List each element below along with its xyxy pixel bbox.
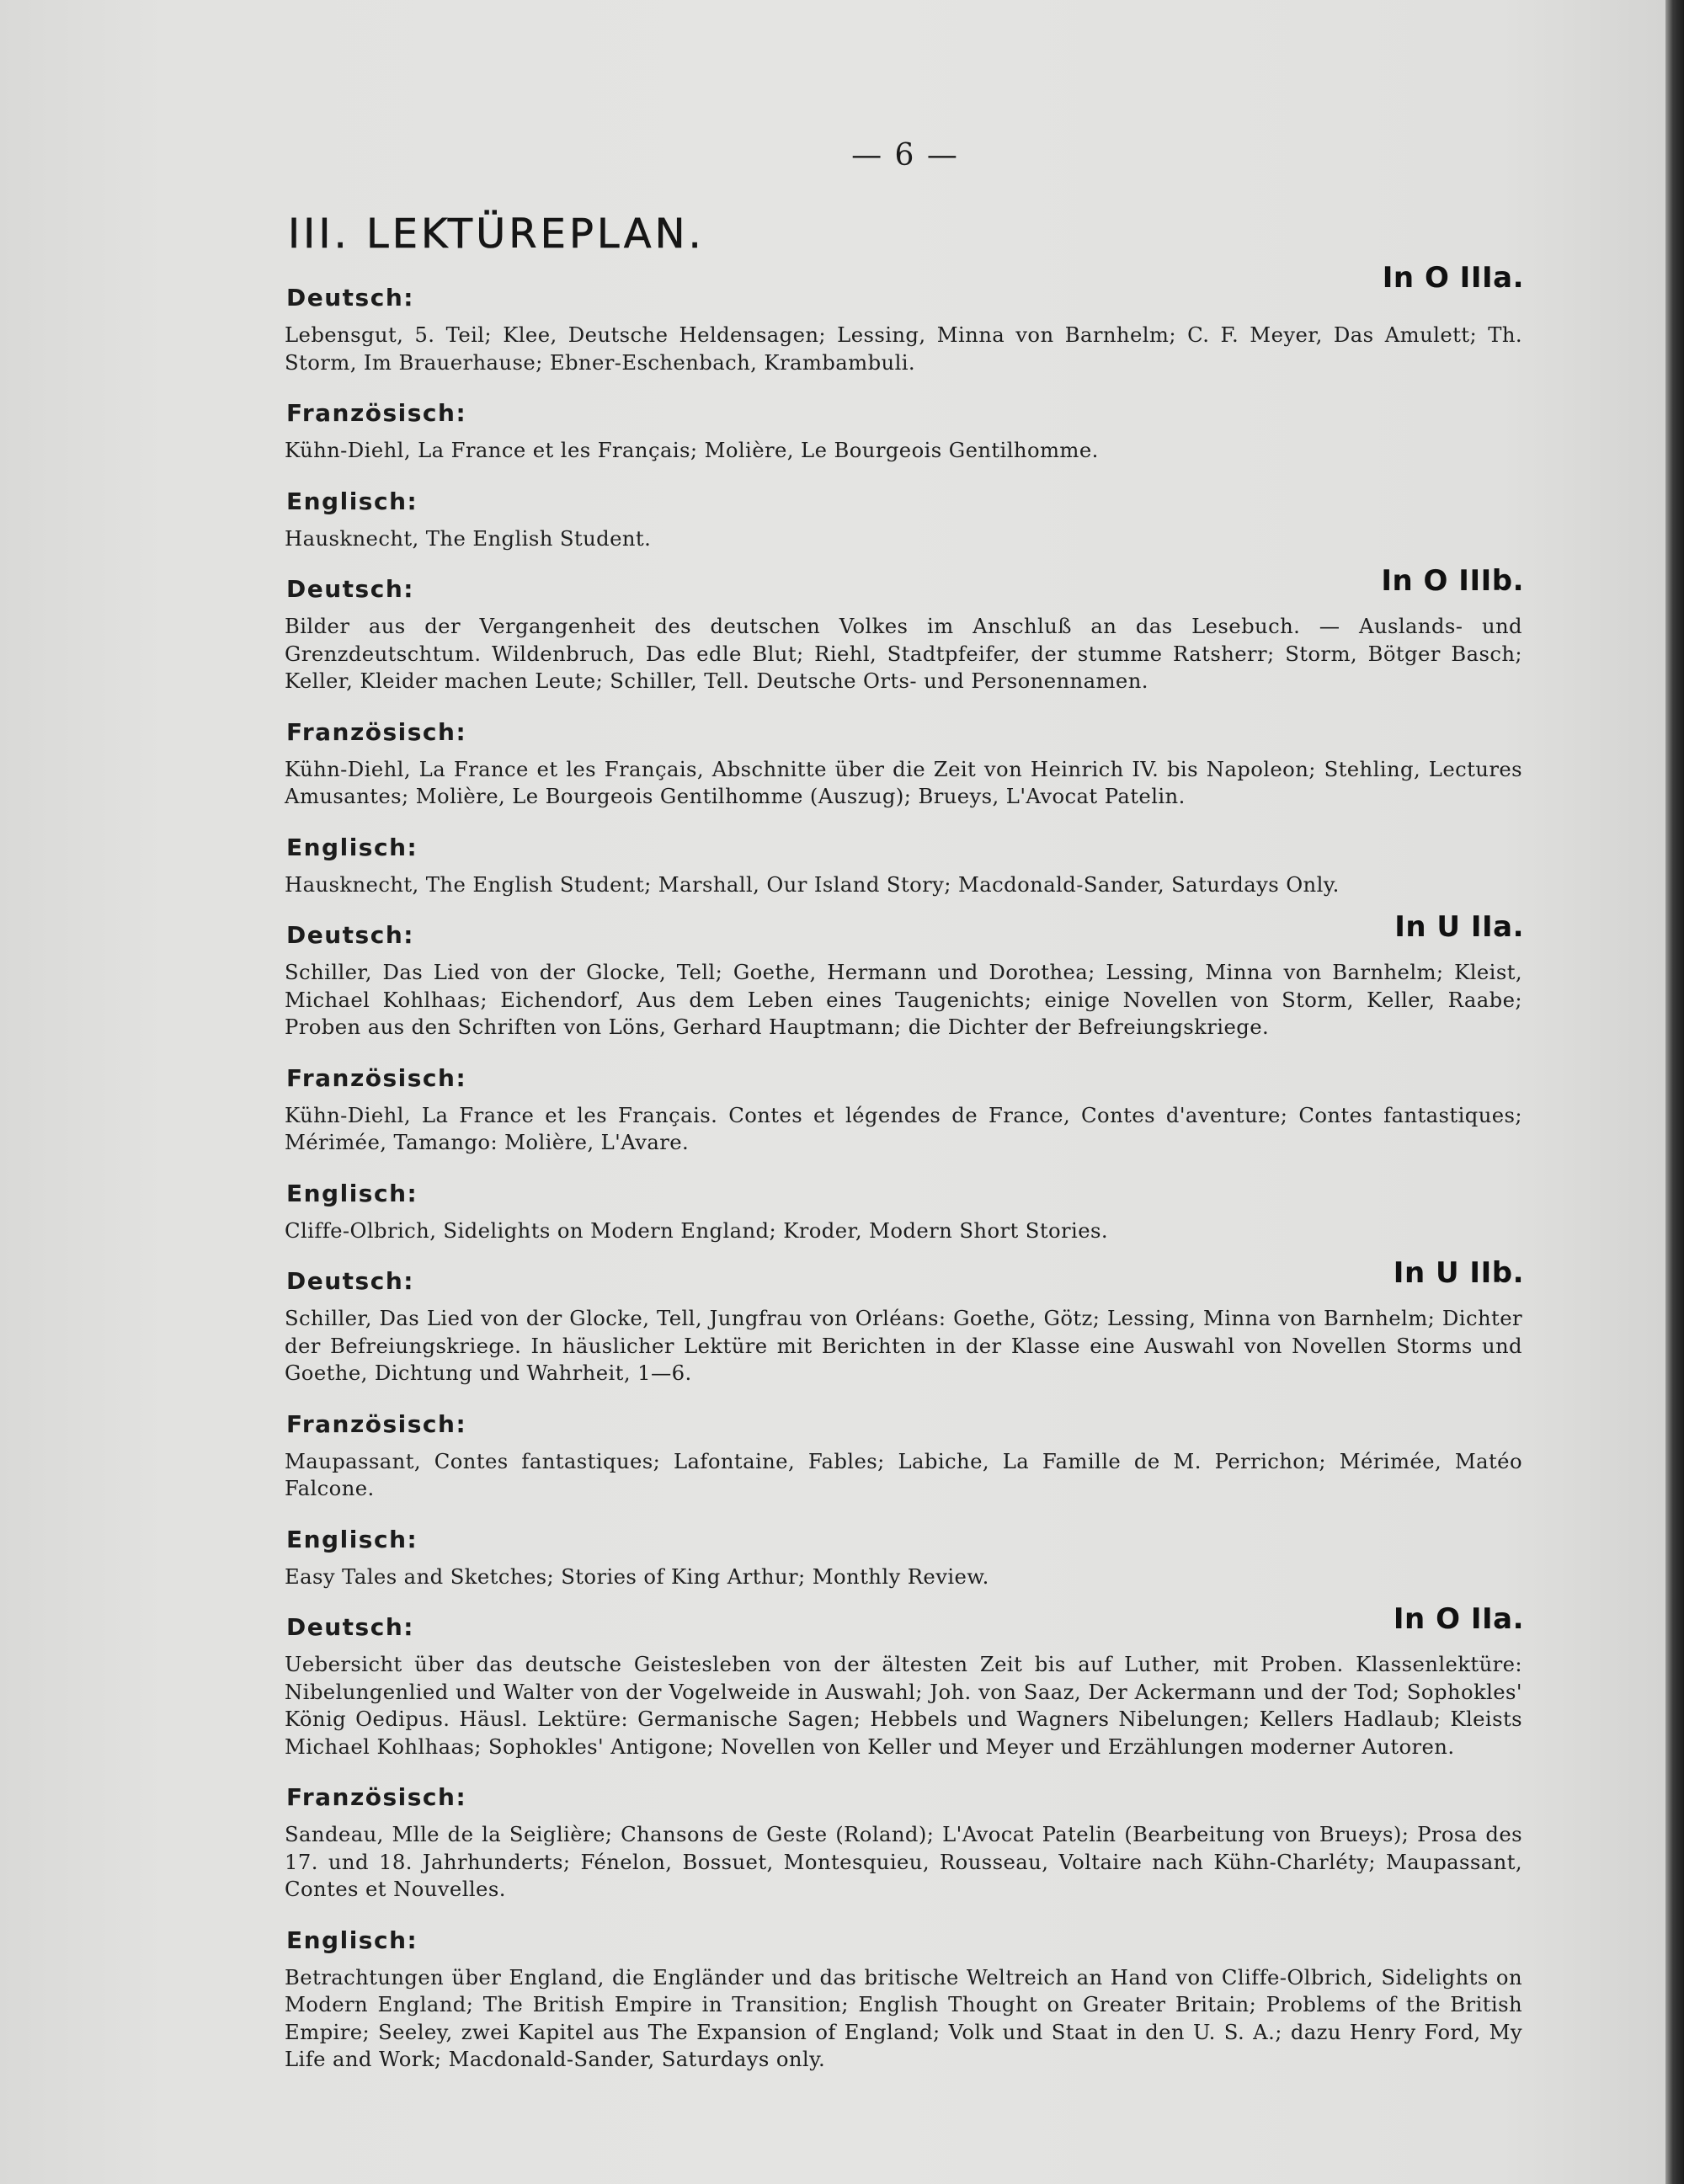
subject-text: Kühn-Diehl, La France et les Français, Abschnitte über die Zeit von Heinrich IV. bis Napoleon; Stehling, Lectures Amusantes; Molière, Le Bourgeois Gentilhomme (Auszug); Brueys, L'Avocat Patelin. — [285, 756, 1522, 808]
subject-deutsch — [283, 1609, 1522, 1761]
subject-text: Easy Tales and Sketches; Stories of King Arthur; Monthly Review. — [285, 1563, 989, 1589]
subject-englisch — [283, 483, 1522, 553]
subject-label: Französisch: — [286, 399, 467, 427]
class-section-o-iia — [283, 1602, 1524, 2074]
class-heading: In U IIb. — [1393, 1256, 1524, 1290]
subject-text: Cliffe-Olbrich, Sidelights on Modern England; Kroder, Modern Short Stories. — [285, 1217, 1108, 1243]
subject-label: Deutsch: — [286, 921, 414, 949]
subject-englisch — [283, 829, 1522, 899]
class-heading: In U IIa. — [1394, 910, 1524, 944]
class-heading: In O IIa. — [1393, 1602, 1524, 1636]
subject-text: Lebensgut, 5. Teil; Klee, Deutsche Heldensagen; Lessing, Minna von Barnhelm; C. F. Meyer, Das Amulett; Th. Storm, Im Brauerhause; Ebner-Eschenbach, Krambambuli. — [285, 322, 1522, 375]
subject-label: Deutsch: — [286, 284, 414, 312]
subject-text: Betrachtungen über England, die Engländer und das britische Weltreich an Hand von Cliffe-Olbrich, Sidelights on Modern England; The British Empire in Transition; English Thought on Greater Britain; Problems of the British Empire; Seeley, zwei Kapitel aus The Expansion of England; Volk und Staat in den U. S. A.; dazu Henry Ford, My Life and Work; Macdonald-Sander, Saturdays only. — [285, 1964, 1522, 2071]
class-section-u-iia — [283, 910, 1524, 1244]
subject-deutsch — [283, 917, 1522, 1041]
subject-englisch — [283, 1521, 1522, 1591]
subject-text: Uebersicht über das deutsche Geistesleben von der ältesten Zeit bis auf Luther, mit Proben. Klassenlektüre: Nibelungenlied und Walter von der Vogelweide in Auswahl; Joh. von Saaz, Der Ackermann und der Tod; Sophokles' König Oedipus. Häusl. Lektüre: Germanische Sagen; Hebbels und Wagners Nibelungen; Kellers Hadlaub; Kleists Michael Kohlhaas; Sophokles' Antigone; Novellen von Keller und Meyer und Erzählungen moderner Autoren. — [285, 1652, 1522, 1759]
subject-label: Englisch: — [286, 833, 418, 861]
subject-label: Englisch: — [286, 487, 418, 515]
subject-text: Schiller, Das Lied von der Glocke, Tell; Goethe, Hermann und Dorothea; Lessing, Minna von Barnhelm; Kleist, Michael Kohlhaas; Eichendorf, Aus dem Leben eines Taugenichts; einige Novellen von Storm, Keller, Raabe; Proben aus den Schriften von Löns, Gerhard Hauptmann; die Dichter der Befreiungskriege. — [285, 960, 1522, 1039]
page-number: — 6 — — [851, 138, 959, 173]
subject-label: Deutsch: — [286, 575, 414, 603]
class-section-o-iiia — [283, 259, 1522, 552]
subject-text: Maupassant, Contes fantastiques; Lafontaine, Fables; Labiche, La Famille de M. Perrichon; Mérimée, Matéo Falcone. — [285, 1448, 1522, 1500]
class-heading: In O IIIb. — [1381, 564, 1524, 598]
subject-label: Deutsch: — [286, 1613, 414, 1641]
subject-franzoesisch — [283, 1060, 1522, 1157]
subject-franzoesisch — [283, 395, 1522, 465]
subject-franzoesisch — [283, 1779, 1522, 1904]
class-section-o-iiib — [283, 564, 1524, 898]
subject-text: Hausknecht, The English Student; Marshall, Our Island Story; Macdonald-Sander, Saturdays Only. — [285, 871, 1340, 897]
subject-label: Französisch: — [286, 1063, 467, 1092]
subject-label: Englisch: — [286, 1179, 418, 1207]
subject-text: Kühn-Diehl, La France et les Français. Contes et légendes de France, Contes d'aventure; Contes fantastiques; Mérimée, Tamango: Molière, L'Avare. — [285, 1102, 1522, 1154]
subject-text: Schiller, Das Lied von der Glocke, Tell, Jungfrau von Orléans: Goethe, Götz; Lessing, Minna von Barnhelm; Dichter der Befreiungskriege. In häuslicher Lektüre mit Berichten in der Klasse eine Auswahl von Novellen Storms und Goethe, Dichtung und Wahrheit, 1—6. — [285, 1306, 1522, 1385]
subject-label: Englisch: — [286, 1926, 418, 1954]
subject-label: Französisch: — [286, 1409, 467, 1438]
page-title: III. LEKTÜREPLAN. — [288, 210, 705, 258]
subject-englisch — [283, 1175, 1522, 1245]
class-section-u-iib — [283, 1256, 1524, 1590]
subject-deutsch — [283, 263, 1522, 376]
class-heading: In O IIIa. — [1382, 261, 1524, 295]
subject-franzoesisch — [283, 1406, 1522, 1503]
reading-plan — [283, 259, 1522, 2092]
subject-label: Französisch: — [286, 717, 467, 746]
subject-label: Englisch: — [286, 1525, 418, 1553]
subject-text: Hausknecht, The English Student. — [285, 525, 652, 551]
subject-text: Kühn-Diehl, La France et les Français; Molière, Le Bourgeois Gentilhomme. — [285, 438, 1099, 462]
subject-franzoesisch — [283, 714, 1522, 811]
subject-text: Sandeau, Mlle de la Seiglière; Chansons de Geste (Roland); L'Avocat Patelin (Bearbeitung von Brueys); Prosa des 17. und 18. Jahrhunderts; Fénelon, Bossuet, Montesquieu, Rousseau, Voltaire nach Kühn-Charléty; Maupassant, Contes et Nouvelles. — [285, 1822, 1522, 1901]
scan-edge — [1665, 0, 1684, 2184]
subject-label: Deutsch: — [286, 1267, 414, 1295]
subject-englisch — [283, 1922, 1522, 2074]
subject-label: Französisch: — [286, 1783, 467, 1811]
subject-deutsch — [283, 571, 1522, 695]
subject-deutsch — [283, 1263, 1522, 1388]
subject-text: Bilder aus der Vergangenheit des deutschen Volkes im Anschluß an das Lesebuch. — Auslands- und Grenzdeutschtum. Wildenbruch, Das edle Blut; Riehl, Stadtpfeifer, der stumme Ratsherr; Storm, Bötger Basch; Keller, Kleider machen Leute; Schiller, Tell. Deutsche Orts- und Personennamen. — [285, 614, 1522, 693]
